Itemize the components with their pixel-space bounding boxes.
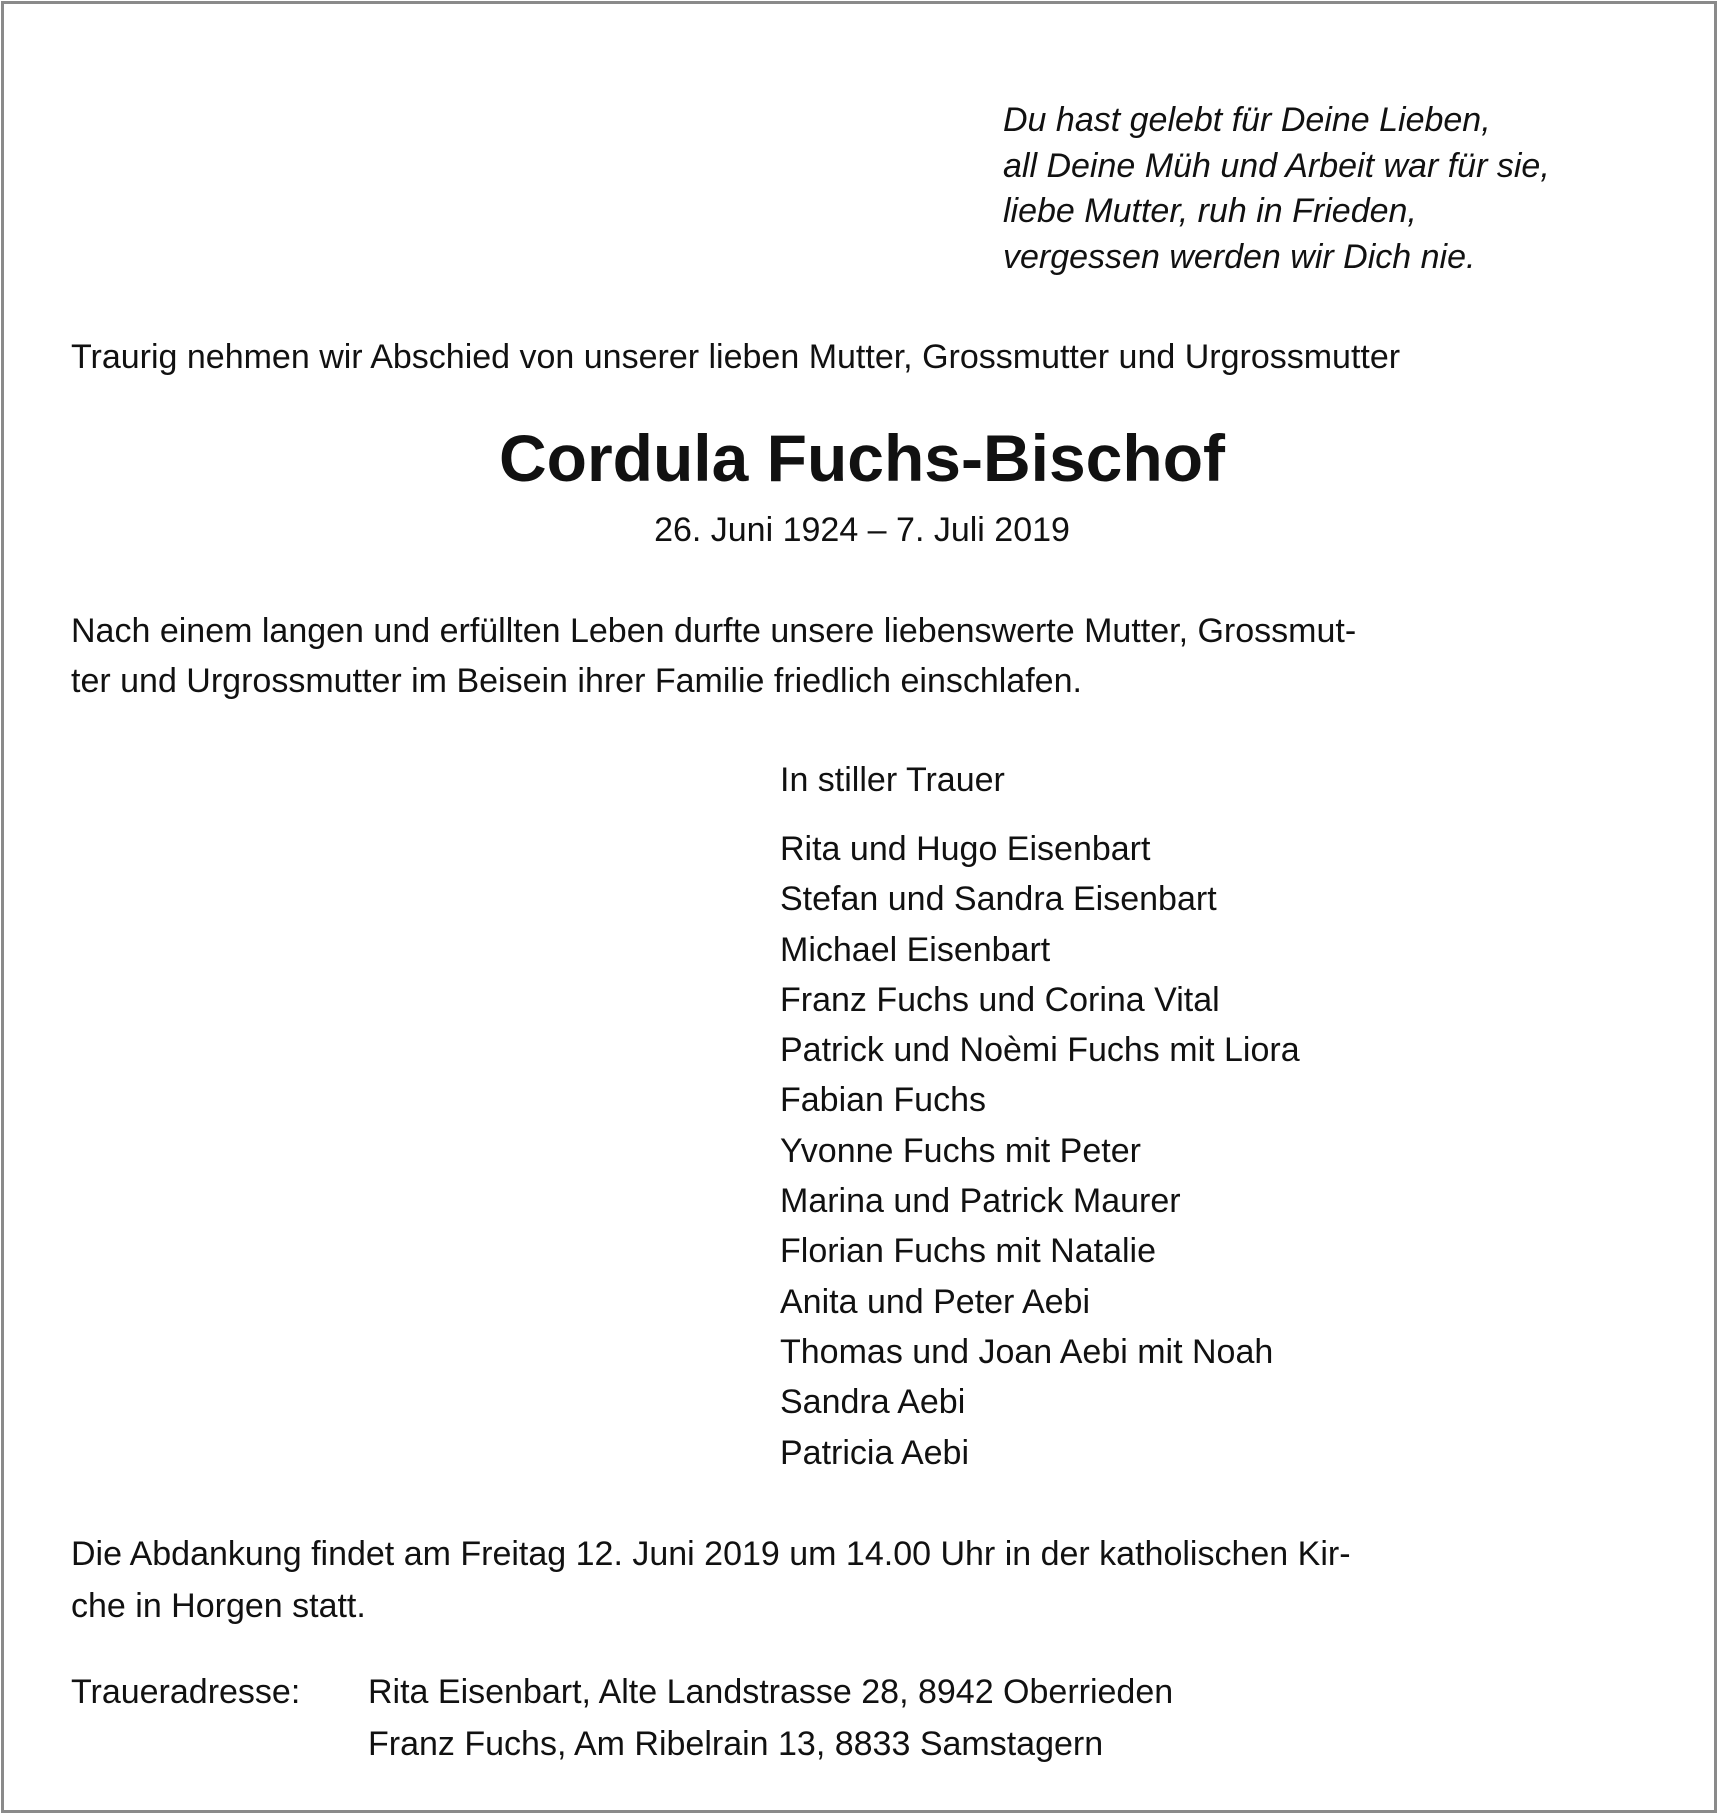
deceased-name: Cordula Fuchs-Bischof [498,421,1226,495]
announcement-line: ter und Urgrossmutter im Beisein ihrer Familie friedlich einschlafen. [71,662,1082,700]
announcement-paragraph [71,606,1356,706]
memorial-poem [1003,98,1550,280]
family-list [780,824,1300,1478]
family-member: Franz Fuchs und Corina Vital [780,980,1220,1019]
family-member: Rita und Hugo Eisenbart [780,830,1151,868]
family-member: Anita und Peter Aebi [780,1282,1091,1321]
family-member: Sandra Aebi [780,1383,966,1422]
service-line: che in Horgen statt. [71,1587,366,1625]
address-label: Traueradresse: [71,1673,301,1711]
intro-text: Traurig nehmen wir Abschied von unserer lieben Mutter, Grossmutter und Urgrossmutter [71,338,1401,376]
mourning-heading: In stiller Trauer [780,761,1005,799]
announcement-line: Nach einem langen und erfüllten Leben durfte unsere liebenswerte Mutter, Grossmut- [71,612,1357,650]
family-member: Thomas und Joan Aebi mit Noah [780,1332,1274,1371]
poem-line: liebe Mutter, ruh in Frieden, [1003,192,1417,230]
family-member: Yvonne Fuchs mit Peter [780,1131,1141,1170]
family-member: Patricia Aebi [780,1433,969,1472]
poem-line: all Deine Müh und Arbeit war für sie, [1003,146,1550,185]
family-member: Marina und Patrick Maurer [780,1182,1181,1221]
poem-line: Du hast gelebt für Deine Lieben, [1003,101,1491,139]
family-member: Stefan und Sandra Eisenbart [780,880,1217,919]
life-dates: 26. Juni 1924 – 7. Juli 2019 [654,511,1070,549]
mourning-address [368,1666,1173,1770]
poem-line: vergessen werden wir Dich nie. [1003,237,1476,276]
family-member: Patrick und Noèmi Fuchs mit Liora [780,1031,1300,1070]
family-member: Fabian Fuchs [780,1081,986,1120]
family-member: Florian Fuchs mit Natalie [780,1232,1157,1271]
service-line: Die Abdankung findet am Freitag 12. Juni 2019 um 14.00 Uhr in der katholischen Kir- [71,1535,1351,1573]
address-line: Rita Eisenbart, Alte Landstrasse 28, 8942 Oberrieden [368,1673,1174,1711]
funeral-service-paragraph [71,1528,1351,1632]
address-line: Franz Fuchs, Am Ribelrain 13, 8833 Samstagern [368,1725,1104,1763]
family-member: Michael Eisenbart [780,930,1051,969]
